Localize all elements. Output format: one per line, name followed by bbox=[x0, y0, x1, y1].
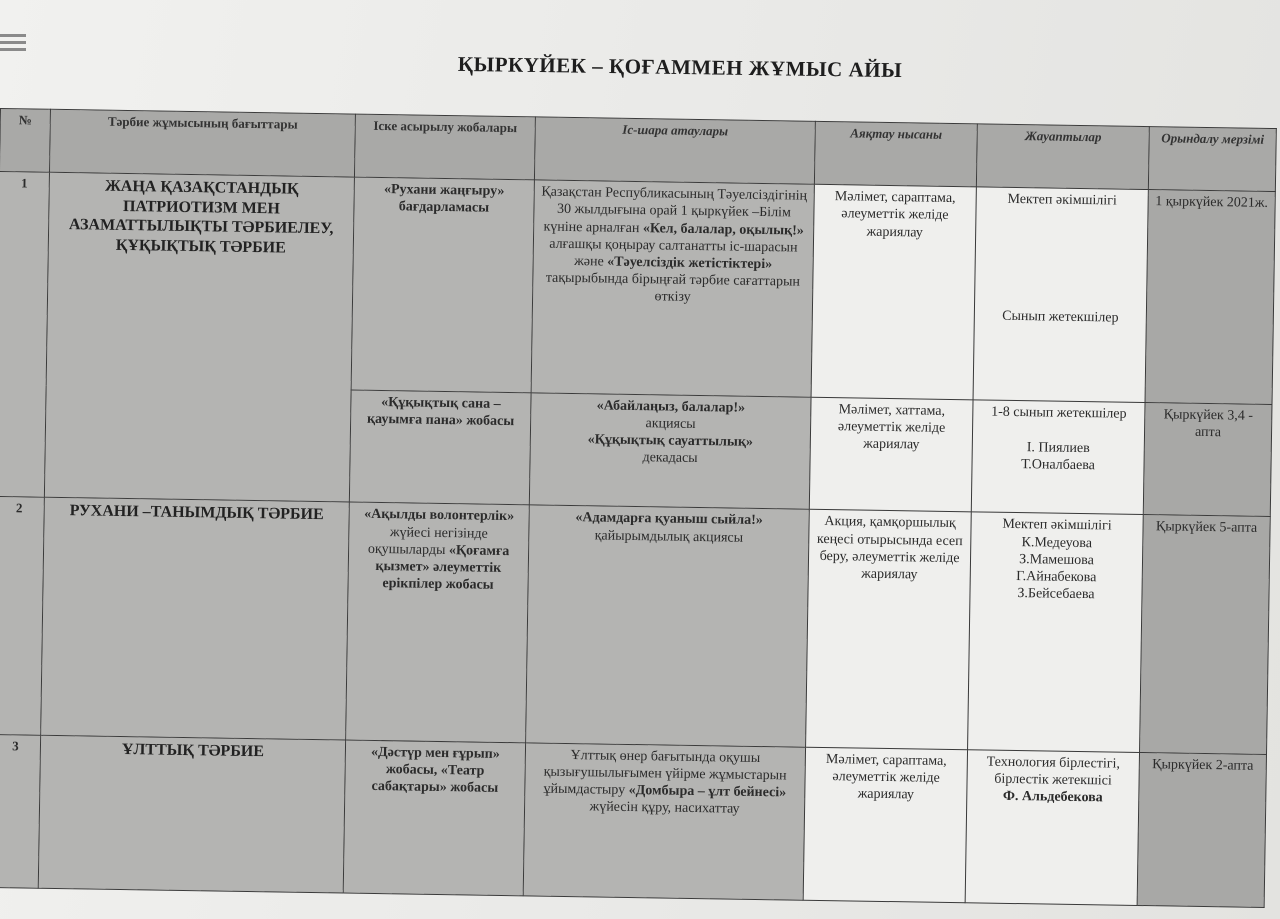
report-form-cell: Акция, қамқоршылық кеңесі отырысында есеп беру, әлеуметтік желіде жариялау bbox=[806, 510, 972, 750]
event-title: «Құқықтық сауаттылық» bbox=[587, 432, 754, 451]
responsible-text: Т.Оналбаева bbox=[1021, 457, 1096, 474]
responsible-text: Технология бірлестігі, бірлестік жетекшісі bbox=[986, 754, 1121, 789]
header-responsible: Жауаптылар bbox=[976, 124, 1149, 190]
events-cell bbox=[523, 742, 805, 900]
responsible-cell bbox=[973, 187, 1148, 402]
responsible-text: Ф. Альдебекова bbox=[1002, 788, 1103, 806]
direction-cell: ЖАҢА ҚАЗАҚСТАНДЫҚ ПАТРИОТИЗМ МЕН АЗАМАТТЫЛЫҚТЫ ТӘРБИЕЛЕУ, ҚҰҚЫҚТЫҚ ТӘРБИЕ bbox=[44, 173, 354, 503]
project-cell bbox=[346, 502, 530, 742]
deadline-cell: Қыркүйек 5-апта bbox=[1140, 515, 1271, 754]
responsible-text: Сынып жетекшілер bbox=[1002, 309, 1119, 327]
event-title: «Абайлаңыз, балалар!» bbox=[596, 398, 746, 416]
responsible-cell bbox=[965, 749, 1139, 905]
responsible-text: Мектеп әкімшілігі bbox=[1007, 192, 1117, 209]
responsible-text: І. Пиялиев bbox=[1026, 440, 1090, 457]
project-cell: «Рухани жаңғыру» бағдарламасы bbox=[351, 177, 534, 392]
report-form-cell: Мәлімет, хаттама, әлеуметтік желіде жариялау bbox=[809, 397, 973, 512]
responsible-text: 1-8 сынып жетекшілер bbox=[991, 404, 1127, 422]
event-title: «Домбыра – ұлт бейнесі» bbox=[628, 782, 787, 801]
event-text: алғашқы қоңырау салтанатты іс-шарасын және bbox=[549, 236, 798, 270]
project-title: «Ақылды волонтерлік» bbox=[364, 507, 515, 525]
header-num: № bbox=[0, 109, 50, 173]
page-edge-marks bbox=[0, 30, 26, 70]
events-cell bbox=[526, 505, 810, 747]
plan-table-wrapper bbox=[0, 108, 1278, 912]
event-text: Қазақстан Республикасының Тәуелсіздігінің 30 жылдығына орай 1 қыркүйек –Білім күніне арналған bbox=[541, 184, 808, 236]
event-text: Ұлттық өнер бағытында оқушы қызығушылығымен үйірме жұмыстарын ұйымдастыру bbox=[543, 747, 787, 798]
event-text: тақырыбында бірыңғай тәрбие сағаттарын өткізу bbox=[545, 270, 801, 305]
deadline-cell: Қыркүйек 2-апта bbox=[1137, 752, 1266, 907]
project-cell: «Құқықтық сана – қауымға пана» жобасы bbox=[349, 390, 531, 505]
header-projects: Іске асырылу жобалары bbox=[354, 114, 535, 180]
row-number: 2 bbox=[0, 497, 44, 735]
event-text: акциясы bbox=[645, 416, 696, 433]
header-deadline: Орындалу мерзімі bbox=[1148, 127, 1276, 192]
responsible-text: Мектеп әкімшілігі bbox=[1002, 517, 1112, 534]
header-events: Іс-шара атаулары bbox=[534, 117, 815, 185]
header-report-form: Аяқтау нысаны bbox=[814, 121, 977, 187]
direction-cell: РУХАНИ –ТАНЫМДЫҚ ТӘРБИЕ bbox=[41, 498, 350, 740]
project-text: әлеуметтік ерікпілер жобасы bbox=[382, 559, 502, 593]
event-text: жүйесін құру, насихаттау bbox=[589, 799, 740, 817]
responsible-text: З.Бейсебаева bbox=[1017, 585, 1095, 603]
report-form-cell: Мәлімет, сараптама, әлеуметтік желіде жариялау bbox=[811, 185, 976, 400]
events-cell bbox=[529, 393, 811, 510]
responsible-text: З.Мамешова bbox=[1019, 551, 1094, 568]
project-cell bbox=[343, 740, 525, 896]
project-text: жүйесі негізінде оқушыларды bbox=[367, 524, 488, 558]
event-title: «Кел, балалар, оқылық!» bbox=[642, 220, 804, 239]
header-direction: Тәрбие жұмысының бағыттары bbox=[49, 109, 355, 177]
event-title: «Тәуелсіздік жетістіктері» bbox=[607, 254, 773, 272]
deadline-cell: Қыркүйек 3,4 - апта bbox=[1143, 403, 1272, 517]
page-title: ҚЫРКҮЙЕК – ҚОҒАММЕН ЖҰМЫС АЙЫ bbox=[457, 51, 903, 83]
row-number: 3 bbox=[0, 734, 41, 888]
responsible-cell bbox=[968, 512, 1144, 752]
report-form-cell: Мәлімет, сараптама, әлеуметтік желіде жариялау bbox=[803, 747, 967, 903]
row-number: 1 bbox=[0, 172, 49, 498]
responsible-text: К.Медеуова bbox=[1021, 534, 1093, 551]
project-title: «Дәстүр мен ғұрып» жобасы, bbox=[370, 744, 500, 778]
table-row bbox=[0, 734, 1267, 907]
deadline-cell: 1 қыркүйек 2021ж. bbox=[1145, 190, 1275, 405]
event-text: қайырымдылық акциясы bbox=[594, 527, 744, 546]
project-title: «Театр сабақтары» жобасы bbox=[371, 762, 499, 796]
table-row bbox=[0, 497, 1270, 754]
event-title: «Адамдарға қуаныш сыйла!» bbox=[575, 510, 763, 529]
project-title: «Қоғамға қызмет» bbox=[375, 542, 510, 575]
table-row bbox=[0, 172, 1275, 405]
responsible-cell bbox=[971, 400, 1145, 515]
plan-table bbox=[0, 108, 1277, 908]
responsible-text: Г.Айнабекова bbox=[1016, 568, 1097, 585]
direction-cell: ҰЛТТЫҚ ТӘРБИЕ bbox=[38, 735, 345, 893]
events-cell bbox=[531, 180, 814, 397]
event-text: декадасы bbox=[642, 450, 698, 467]
